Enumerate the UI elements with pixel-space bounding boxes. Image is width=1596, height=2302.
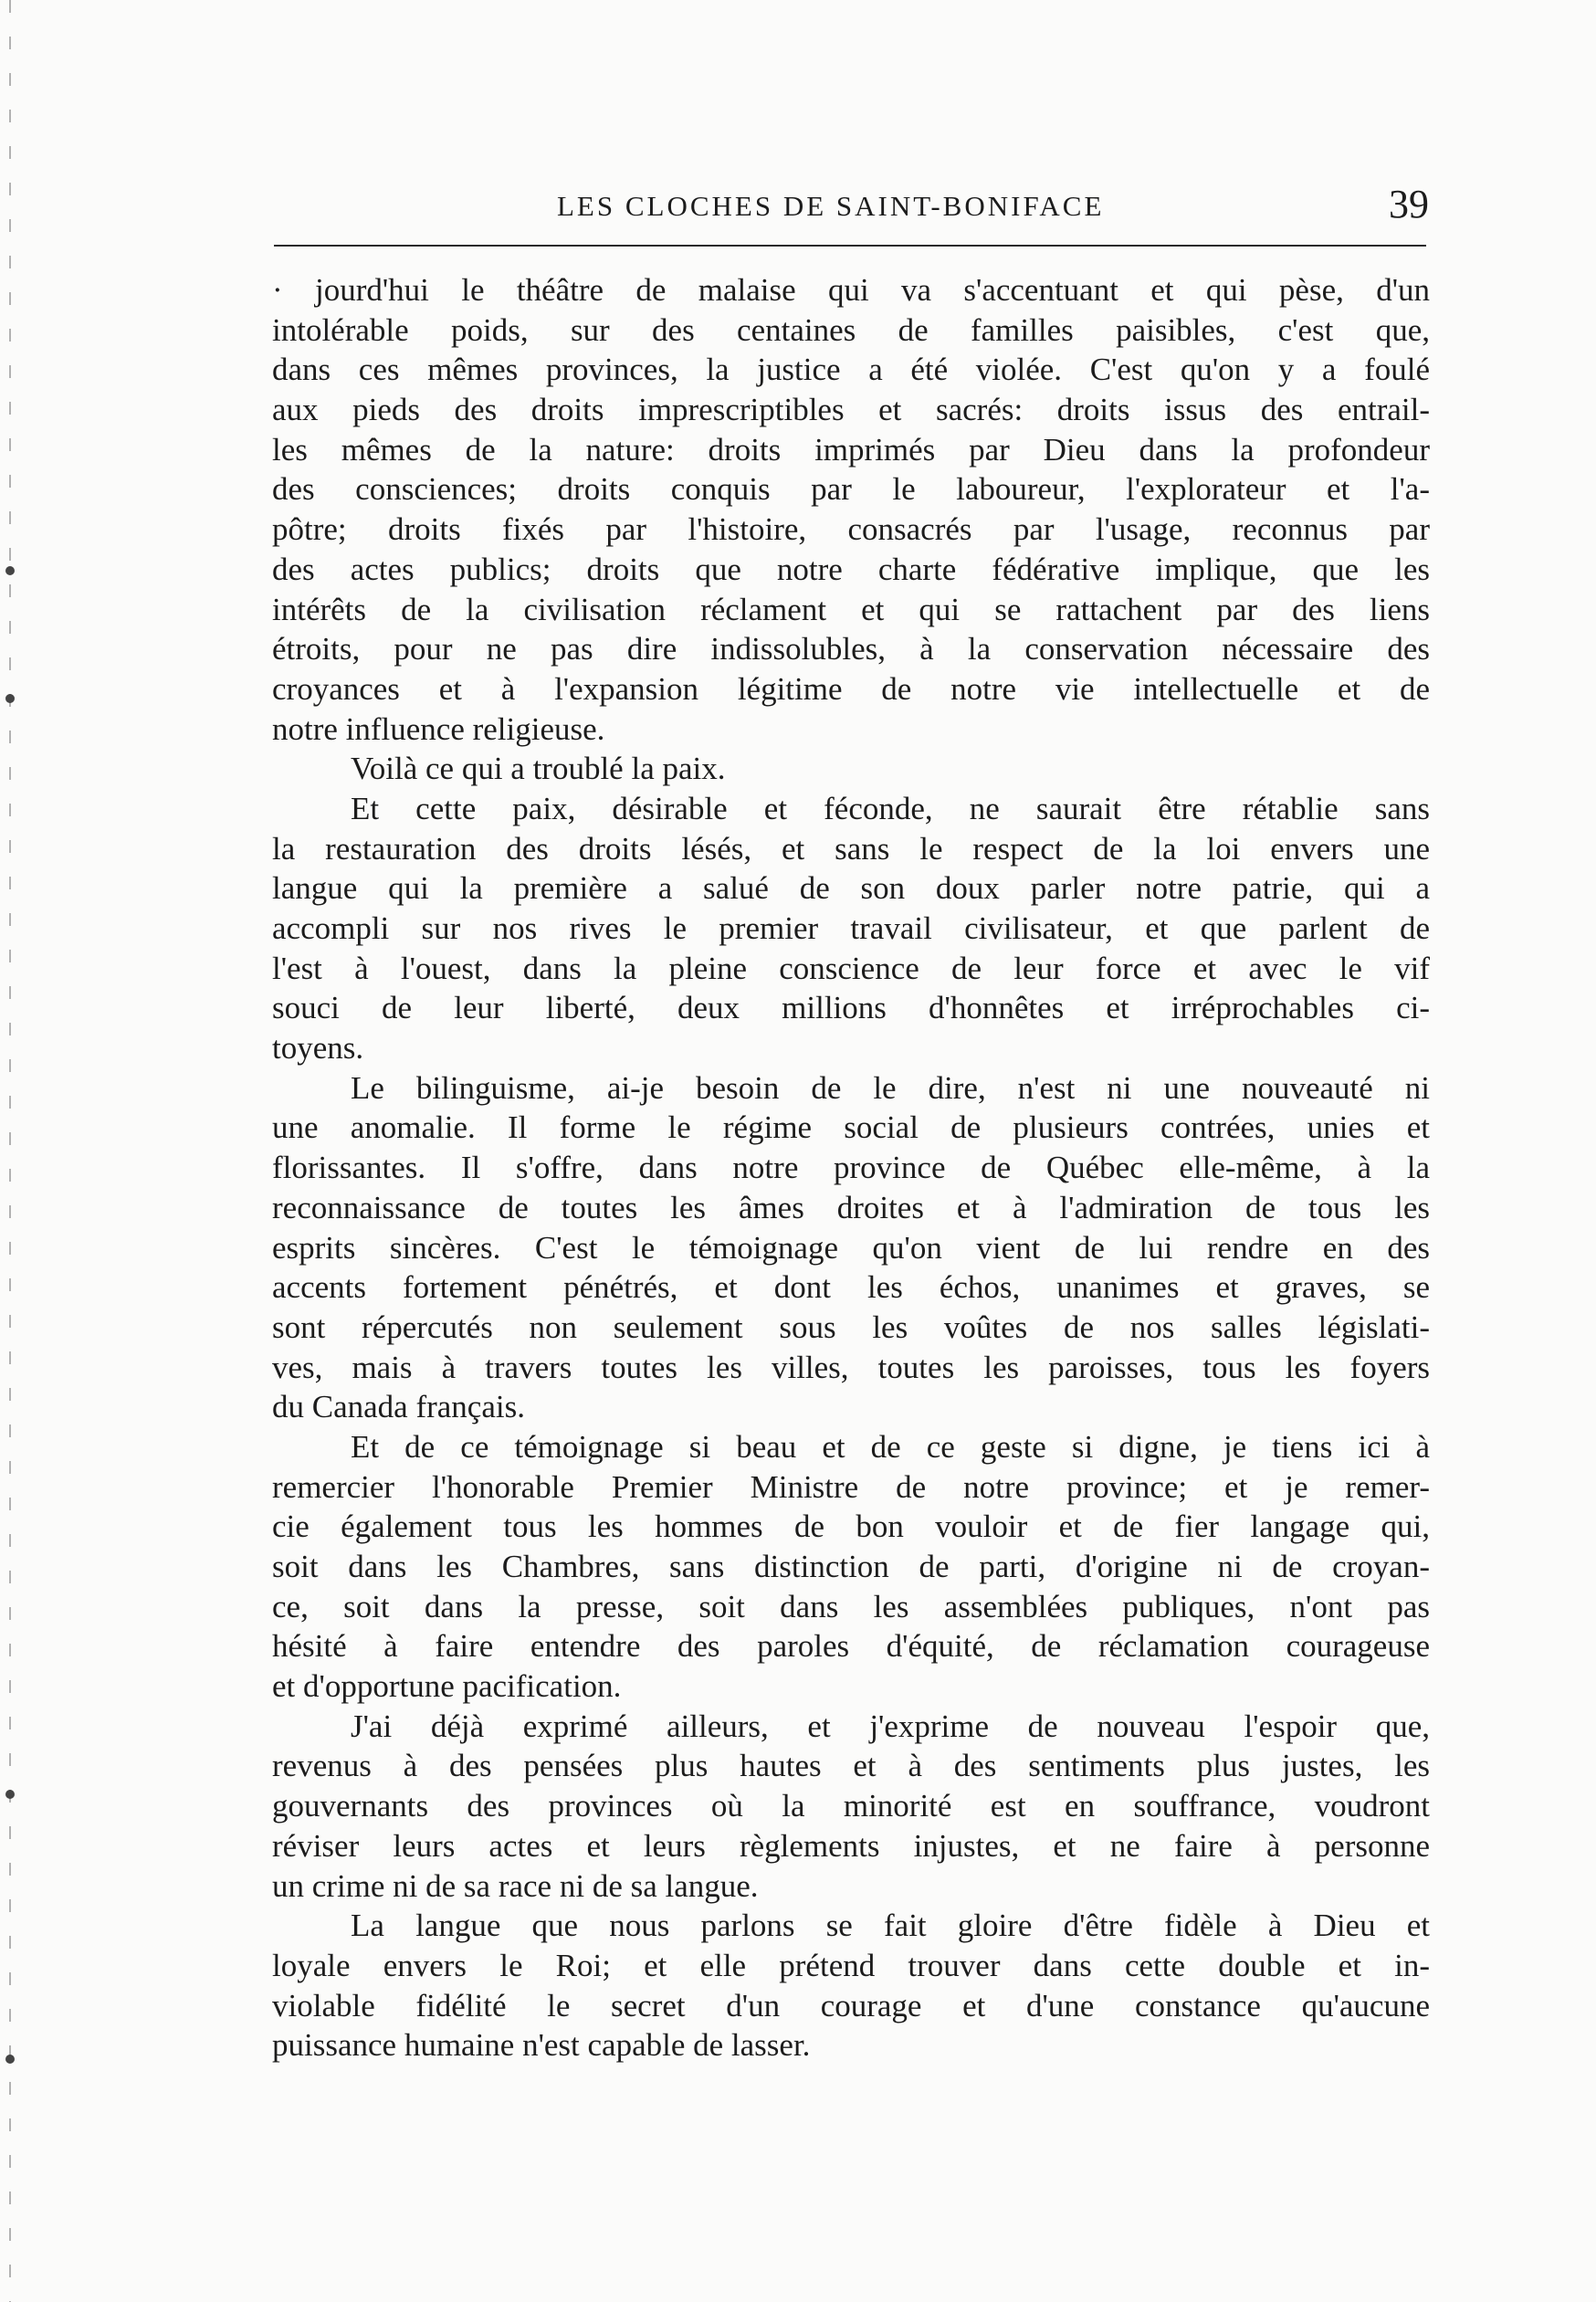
- text-line: gouvernants des provinces où la minorité est en souffrance, voudront: [272, 1788, 1430, 1824]
- text-line: florissantes. Il s'offre, dans notre province de Québec elle-même, à la: [272, 1150, 1430, 1186]
- text-line: accompli sur nos rives le premier travail civilisateur, et que parlent de: [272, 910, 1430, 946]
- text-line: accents fortement pénétrés, et dont les échos, unanimes et graves, se: [272, 1269, 1430, 1306]
- text-line: aux pieds des droits imprescriptibles et sacrés: droits issus des entrail-: [272, 392, 1430, 428]
- text-line: la restauration des droits lésés, et sans le respect de la loi envers une: [272, 830, 1430, 867]
- scan-speck: [5, 566, 15, 575]
- text-line: réviser leurs actes et leurs règlements injustes, et ne faire à personne: [272, 1827, 1430, 1864]
- page-edge-scan-artifact: [9, 0, 11, 2302]
- text-line: Voilà ce qui a troublé la paix.: [351, 751, 726, 787]
- scan-speck: [5, 1790, 15, 1799]
- text-line: reconnaissance de toutes les âmes droites et à l'admiration de tous les: [272, 1189, 1430, 1225]
- text-line: ves, mais à travers toutes les villes, toutes les paroisses, tous les foyers: [272, 1349, 1430, 1385]
- text-line: notre influence religieuse.: [272, 710, 605, 747]
- text-line: Et cette paix, désirable et féconde, ne saurait être rétablie sans: [351, 790, 1430, 826]
- scan-speck: [5, 2055, 15, 2064]
- text-line: remercier l'honorable Premier Ministre de notre province; et je remer-: [272, 1468, 1430, 1505]
- text-line: dans ces mêmes provinces, la justice a été violée. C'est qu'on y a foulé: [272, 352, 1430, 388]
- text-line: des actes publics; droits que notre charte fédérative implique, que les: [272, 551, 1430, 587]
- text-line: ce, soit dans la presse, soit dans les assemblées publiques, n'ont pas: [272, 1588, 1430, 1624]
- text-line: revenus à des pensées plus hautes et à des sentiments plus justes, les: [272, 1748, 1430, 1784]
- text-line: violable fidélité le secret d'un courage et d'une constance qu'aucune: [272, 1987, 1430, 2023]
- body-text: [272, 270, 1430, 2065]
- text-line: intolérable poids, sur des centaines de familles paisibles, c'est que,: [272, 311, 1430, 348]
- text-line: l'est à l'ouest, dans la pleine conscience de leur force et avec le vif: [272, 950, 1430, 986]
- text-line: hésité à faire entendre des paroles d'équité, de réclamation courageuse: [272, 1628, 1430, 1665]
- header-rule: [274, 245, 1426, 247]
- text-line: Et de ce témoignage si beau et de ce geste si digne, je tiens ici à: [351, 1428, 1430, 1465]
- text-line: souci de leur liberté, deux millions d'honnêtes et irréprochables ci-: [272, 990, 1430, 1026]
- text-line: langue qui la première a salué de son doux parler notre patrie, qui a: [272, 870, 1430, 907]
- text-line: croyances et à l'expansion légitime de notre vie intellectuelle et de: [272, 670, 1430, 707]
- text-line: puissance humaine n'est capable de lasser.: [272, 2027, 811, 2064]
- text-line: des consciences; droits conquis par le laboureur, l'explorateur et l'a-: [272, 471, 1430, 508]
- text-line: soit dans les Chambres, sans distinction de parti, d'origine ni de croyan-: [272, 1549, 1430, 1584]
- running-head-title: LES CLOCHES DE SAINT-BONIFACE: [557, 190, 1105, 222]
- text-line: esprits sincères. C'est le témoignage qu'on vient de lui rendre en des: [272, 1229, 1430, 1266]
- text-line: une anomalie. Il forme le régime social de plusieurs contrées, unies et: [272, 1109, 1430, 1146]
- text-line: et d'opportune pacification.: [272, 1668, 622, 1705]
- text-line: intérêts de la civilisation réclament et qui se rattachent par des liens: [272, 591, 1430, 627]
- text-line: cie également tous les hommes de bon vouloir et de fier langage qui,: [272, 1508, 1430, 1545]
- text-line: étroits, pour ne pas dire indissolubles, à la conservation nécessaire des: [272, 631, 1430, 667]
- text-line: pôtre; droits fixés par l'histoire, consacrés par l'usage, reconnus par: [272, 511, 1430, 548]
- text-line: les mêmes de la nature: droits imprimés par Dieu dans la profondeur: [272, 431, 1430, 468]
- text-line: un crime ni de sa race ni de sa langue.: [272, 1867, 759, 1904]
- scan-speck: [5, 694, 15, 703]
- running-head: [274, 181, 1429, 236]
- text-line: loyale envers le Roi; et elle prétend trouver dans cette double et in-: [272, 1947, 1430, 1983]
- text-line: J'ai déjà exprimé ailleurs, et j'exprime de nouveau l'espoir que,: [351, 1708, 1430, 1744]
- text-line: Le bilinguisme, ai-je besoin de le dire, n'est ni une nouveauté ni: [351, 1069, 1430, 1106]
- text-line: · jourd'hui le théâtre de malaise qui va s'accentuant et qui pèse, d'un: [272, 272, 1430, 308]
- text-line: du Canada français.: [272, 1389, 525, 1425]
- page-number: 39: [1389, 182, 1429, 226]
- text-line: La langue que nous parlons se fait gloire d'être fidèle à Dieu et: [351, 1908, 1430, 1944]
- text-line: toyens.: [272, 1030, 364, 1067]
- text-line: sont répercutés non seulement sous les voûtes de nos salles législati-: [272, 1309, 1430, 1345]
